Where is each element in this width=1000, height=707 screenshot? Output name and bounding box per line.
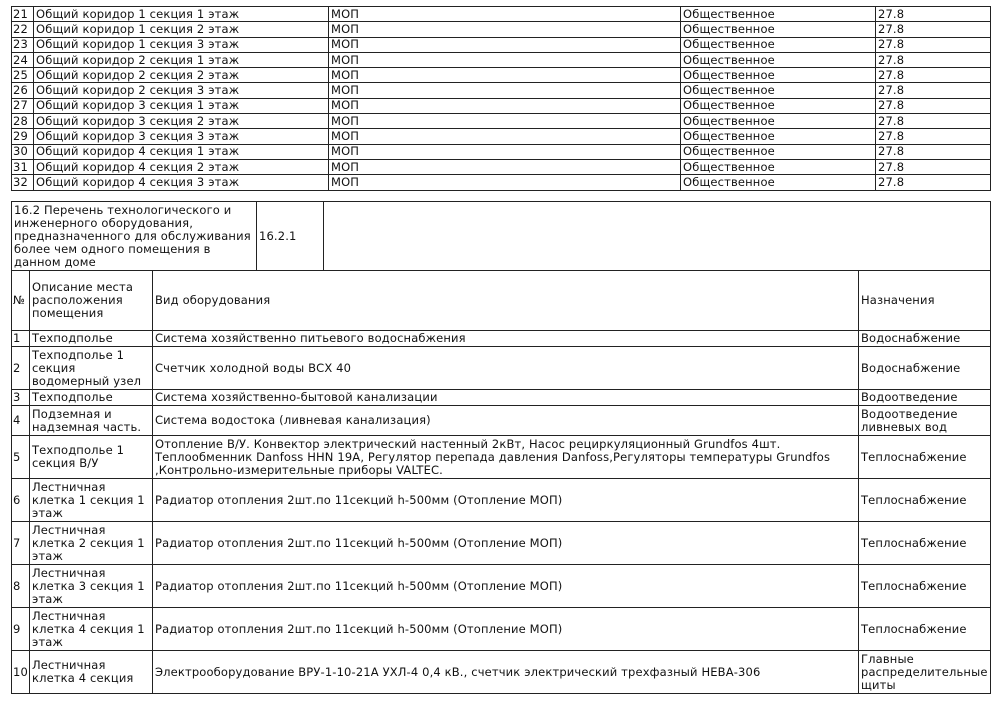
equipment-num: 2 [12, 347, 30, 390]
room-purpose: Общественное [681, 129, 876, 144]
section-code: 16.2.1 [257, 202, 324, 271]
section-title: 16.2 Перечень технологического и инженерного оборудования, предназначенного для обслуживания более чем одного помещения в данном доме [12, 202, 257, 271]
room-name: Общий коридор 4 секция 1 этаж [34, 144, 329, 159]
room-name: Общий коридор 2 секция 1 этаж [34, 52, 329, 67]
equipment-type: Отопление В/У. Конвектор электрический настенный 2кВт, Насос рециркуляционный Grundfos 4шт. Теплообменник Danfoss HHN 19A, Регулятор перепада давления Danfoss,Регуляторы температуры Grundfos ,Контрольно-измерительные приборы VALTEC. [153, 436, 859, 479]
equipment-type: Радиатор отопления 2шт.по 11секций h-500мм (Отопление МОП) [153, 565, 859, 608]
room-type: МОП [329, 144, 681, 159]
room-num: 26 [12, 83, 34, 98]
room-type: МОП [329, 114, 681, 129]
room-name: Общий коридор 2 секция 3 этаж [34, 83, 329, 98]
room-area: 27.8 [876, 7, 991, 22]
equipment-type: Электрооборудование ВРУ-1-10-21А УХЛ-4 0,4 кВ., счетчик электрический трехфазный НЕВА-306 [153, 651, 859, 694]
equipment-table [11, 270, 991, 694]
room-name: Общий коридор 2 секция 2 этаж [34, 68, 329, 83]
room-area: 27.8 [876, 22, 991, 37]
equipment-purpose: Водоснабжение [859, 347, 991, 390]
room-area: 27.8 [876, 98, 991, 113]
room-purpose: Общественное [681, 159, 876, 174]
equipment-purpose: Водоотведение [859, 390, 991, 406]
section-value [324, 202, 991, 271]
equipment-purpose: Водоотведение ливневых вод [859, 406, 991, 436]
room-type: МОП [329, 22, 681, 37]
room-type: МОП [329, 83, 681, 98]
section-header-row [12, 202, 991, 271]
header-purpose: Назначения [859, 271, 991, 331]
equipment-location: Лестничная клетка 4 секция 1 этаж [30, 608, 153, 651]
table-row [12, 144, 991, 159]
room-purpose: Общественное [681, 98, 876, 113]
room-name: Общий коридор 1 секция 3 этаж [34, 37, 329, 52]
rooms-table [11, 6, 991, 191]
table-row [12, 129, 991, 144]
equipment-purpose: Теплоснабжение [859, 436, 991, 479]
equipment-location: Лестничная клетка 4 секция [30, 651, 153, 694]
equipment-location: Подземная и надземная часть. [30, 406, 153, 436]
equipment-location: Лестничная клетка 2 секция 1 этаж [30, 522, 153, 565]
equipment-num: 5 [12, 436, 30, 479]
room-type: МОП [329, 68, 681, 83]
equipment-type: Радиатор отопления 2шт.по 11секций h-500мм (Отопление МОП) [153, 608, 859, 651]
table-row [12, 98, 991, 113]
room-area: 27.8 [876, 83, 991, 98]
table-row [12, 331, 991, 347]
equipment-type: Счетчик холодной воды ВСХ 40 [153, 347, 859, 390]
room-type: МОП [329, 129, 681, 144]
equipment-location: Техподполье 1 секция водомерный узел [30, 347, 153, 390]
equipment-type: Система водостока (ливневая канализация) [153, 406, 859, 436]
header-location: Описание места расположения помещения [30, 271, 153, 331]
room-purpose: Общественное [681, 22, 876, 37]
room-num: 27 [12, 98, 34, 113]
room-name: Общий коридор 1 секция 2 этаж [34, 22, 329, 37]
table-row [12, 22, 991, 37]
room-name: Общий коридор 3 секция 1 этаж [34, 98, 329, 113]
equipment-num: 10 [12, 651, 30, 694]
room-purpose: Общественное [681, 7, 876, 22]
section-header-table [11, 201, 991, 271]
room-type: МОП [329, 175, 681, 190]
room-name: Общий коридор 1 секция 1 этаж [34, 7, 329, 22]
room-num: 25 [12, 68, 34, 83]
room-area: 27.8 [876, 114, 991, 129]
room-purpose: Общественное [681, 83, 876, 98]
table-row [12, 83, 991, 98]
room-purpose: Общественное [681, 37, 876, 52]
table-row [12, 347, 991, 390]
table-row [12, 159, 991, 174]
room-num: 21 [12, 7, 34, 22]
equipment-location: Техподполье 1 секция В/У [30, 436, 153, 479]
room-name: Общий коридор 4 секция 2 этаж [34, 159, 329, 174]
header-num: № [12, 271, 30, 331]
room-area: 27.8 [876, 68, 991, 83]
room-purpose: Общественное [681, 175, 876, 190]
equipment-header-row [12, 271, 991, 331]
equipment-num: 9 [12, 608, 30, 651]
equipment-num: 7 [12, 522, 30, 565]
table-row [12, 651, 991, 694]
table-row [12, 68, 991, 83]
room-num: 24 [12, 52, 34, 67]
equipment-location: Лестничная клетка 3 секция 1 этаж [30, 565, 153, 608]
room-area: 27.8 [876, 52, 991, 67]
table-row [12, 406, 991, 436]
equipment-purpose: Теплоснабжение [859, 479, 991, 522]
room-num: 23 [12, 37, 34, 52]
room-name: Общий коридор 3 секция 2 этаж [34, 114, 329, 129]
room-name: Общий коридор 4 секция 3 этаж [34, 175, 329, 190]
equipment-purpose: Водоснабжение [859, 331, 991, 347]
equipment-type: Система хозяйственно-бытовой канализации [153, 390, 859, 406]
room-type: МОП [329, 52, 681, 67]
table-row [12, 390, 991, 406]
room-num: 32 [12, 175, 34, 190]
room-name: Общий коридор 3 секция 3 этаж [34, 129, 329, 144]
room-num: 29 [12, 129, 34, 144]
table-row [12, 114, 991, 129]
table-row [12, 52, 991, 67]
table-row [12, 436, 991, 479]
room-purpose: Общественное [681, 144, 876, 159]
equipment-type: Радиатор отопления 2шт.по 11секций h-500мм (Отопление МОП) [153, 522, 859, 565]
equipment-purpose: Теплоснабжение [859, 522, 991, 565]
room-num: 30 [12, 144, 34, 159]
room-num: 28 [12, 114, 34, 129]
equipment-location: Лестничная клетка 1 секция 1 этаж [30, 479, 153, 522]
room-area: 27.8 [876, 129, 991, 144]
equipment-type: Система хозяйственно питьевого водоснабжения [153, 331, 859, 347]
room-num: 22 [12, 22, 34, 37]
table-row [12, 608, 991, 651]
equipment-num: 3 [12, 390, 30, 406]
room-purpose: Общественное [681, 52, 876, 67]
equipment-purpose: Главные распределительные щиты [859, 651, 991, 694]
equipment-type: Радиатор отопления 2шт.по 11секций h-500мм (Отопление МОП) [153, 479, 859, 522]
table-row [12, 175, 991, 190]
room-purpose: Общественное [681, 68, 876, 83]
header-equipment: Вид оборудования [153, 271, 859, 331]
room-num: 31 [12, 159, 34, 174]
room-purpose: Общественное [681, 114, 876, 129]
room-area: 27.8 [876, 175, 991, 190]
equipment-num: 6 [12, 479, 30, 522]
room-type: МОП [329, 159, 681, 174]
table-row [12, 565, 991, 608]
table-row [12, 522, 991, 565]
table-row [12, 37, 991, 52]
room-type: МОП [329, 37, 681, 52]
room-type: МОП [329, 98, 681, 113]
equipment-location: Техподполье [30, 331, 153, 347]
room-area: 27.8 [876, 144, 991, 159]
equipment-location: Техподполье [30, 390, 153, 406]
room-area: 27.8 [876, 159, 991, 174]
table-row [12, 479, 991, 522]
equipment-purpose: Теплоснабжение [859, 608, 991, 651]
room-type: МОП [329, 7, 681, 22]
equipment-num: 8 [12, 565, 30, 608]
equipment-num: 4 [12, 406, 30, 436]
table-row [12, 7, 991, 22]
equipment-num: 1 [12, 331, 30, 347]
equipment-purpose: Теплоснабжение [859, 565, 991, 608]
room-area: 27.8 [876, 37, 991, 52]
